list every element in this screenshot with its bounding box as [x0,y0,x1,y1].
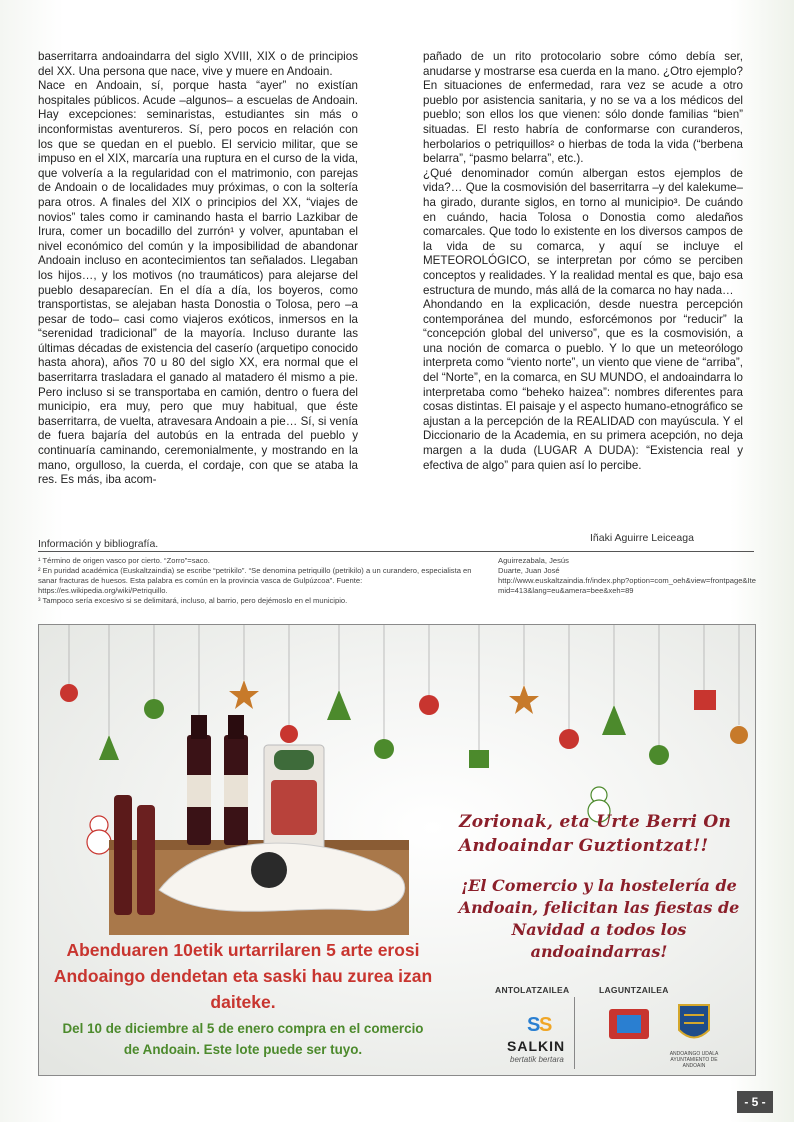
promo-basque: Abenduaren 10etik urtarrilaren 5 arte erosi Andoaingo dendetan eta saski hau zurea izan daiteke. [53,940,433,1012]
gift-icon [469,750,489,768]
bauble-icon [419,695,439,715]
article-column-right [423,50,743,473]
greeting-spanish: ¡El Comercio y la hostelería de Andoain, felicitan las fiestas de Navidad a todos los andoaindarras! [458,876,740,961]
andoain-coat-of-arms [679,1005,709,1038]
bibliography [498,556,756,596]
page-number: - 5 - [737,1091,773,1113]
bauble-icon [649,745,669,765]
chorizo-pack [114,795,132,915]
salkin-logo-icon: S [527,1014,541,1036]
paragraph: ¿Qué denominador común albergan estos ejemplos de vida?… Que la cosmovisión del baserritarra –y del kalekume– ha girado, durante siglos, en torno al municipio³. De cuándo en cuándo, hacia Tolosa o Donostia como aledaños comarcales. Que todo lo existente en los diversos campos de la vida de su comarca, y aquí se incluye el METEOROLÓGICO, se interpretan por cómo se perciben conceptos y realidades. Y la realidad mental es que, bajo esa estructura de mundo, más allá de la comarca no hay nada… [423,166,743,297]
footnote: ³ Tampoco sería excesivo si se delimitará, incluso, al barrio, pero dejémoslo en el municipio. [38,596,348,605]
sponsor-caption: ANDOAINGO UDALA AYUNTAMIENTO DE ANDOAIN [669,1051,719,1069]
article-column-left [38,50,358,488]
gift-icon [694,690,716,710]
tree-icon [602,705,626,735]
organizer-tagline: bertatik bertara [510,1055,564,1064]
organizer-name: SALKIN [507,1038,566,1054]
bauble-icon [559,729,579,749]
paragraph: baserritarra andoaindarra del siglo XVIII, XIX o de principios del XX. Una persona que nace, vive y muere en Andoain. [38,50,358,78]
chorizo-pack [137,805,155,915]
organizer-label: ANTOLATZAILEA [495,985,570,995]
paragraph: pañado de un rito protocolario sobre cómo debía ser, anudarse y mostrarse esa cuerda en la mano. ¿Otro ejemplo? En situaciones de enfermedad, rara vez se acude a otro pueblo por asistencia sanitaria, y no se va a los médicos del pueblo; son ellos los que vienen: sólo donde familias “bien” situadas. El resto habría de conformarse con curanderos, herbolarios o petriquillos² o hierbas de toda la vida (“berbena belarra”, “pasmo belarra”, etc.). [423,50,743,166]
promo-spanish: Del 10 de diciembre al 5 de enero compra en el comercio de Andoain. Este lote puede ser tuyo. [62,1021,424,1057]
bauble-icon [144,699,164,719]
bauble-icon [60,684,78,702]
divider [574,997,575,1069]
ham-seal [251,852,287,888]
greeting-basque: Zorionak, eta Urte Berri On Andoaindar Guztiontzat!! [459,812,732,856]
paragraph: Nace en Andoain, sí, porque hasta “ayer” no existían hospitales públicos. Acude –algunos– a escuelas de Andoain. Hay excepciones: seminaristas, estudiantes sin más o inconformistas aventureros. Sí, pero pocos en relación con los que se quedan en el pueblo. El servicio militar, que se impuso en el XIX, marcaría una ruptura en el curso de la vida, que volvería a la regularidad con el matrimonio, con parejas de Andoain o de localidades muy próximas, o con la soltería para otros. A finales del XIX o principios del XX, “viajes de novios” tales como ir caminando hasta el barrio Lazkibar de Irura, comer un bocadillo del zurrón¹ y volver, apuntaban el nivel económico del común y la imposibilidad de abandonar Andoain incluso en acontecimientos tan señalados. Llegaban los hijos…, y los motivos (no traumáticos) para alejarse del pueblo desaparecían. En el día a día, los boyeros, como transportistas, se alejaban hasta Donostia o Tolosa, pero –a pesar de todo– casi como viajeros exóticos, inmersos en la “serenidad tradicional” de la mayoría. Incluso durante las últimas décadas de existencia del caserío (arquetipo conocido hasta ahora), años 70 u 80 del siglo XX, era normal que el baserritarra trasladara el ganado al matadero él mismo a pie. Pero incluso si se transportaba en camión, dentro o fuera del municipio, era muy, pero que muy habitual, que éste baserritarra, de vuelta, atravesara Andoain a pie… Sí, si venía de fuera bajaría del autobús en la entrada del pueblo y continuaría caminando, ceremonialmente, y mostrando en la mano, orgulloso, la cuerda, el cordaje, con que se ataba la res. Es más, iba acom- [38,79,358,487]
footnote: ¹ Término de origen vasco por cierto. “Zorro”=saco. [38,556,210,565]
bibliography-link[interactable]: http://www.euskaltzaindia.fr/index.php?option=com_oeh&view=frontpage&Itemid=413&lang=eu&amera=bee&xeh=89 [498,576,756,595]
bauble-icon [730,726,748,744]
bauble-icon [374,739,394,759]
paragraph: Ahondando en la explicación, desde nuestra percepción contemporánea del mundo, esforcémonos por “reducir” la “concepción global del universo”, que es la cosmovisión, a una noción de comarca o pueblo. Y lo que un meteorólogo interpreta como “viento norte”, un viento que viene de “arriba”, del “Norte”, en la comarca, en SU MUNDO, el andoaindarra lo interpretaba como “beheko haizea”: nombres diferentes para cosas distintas. El paisaje y el aspecto humano-etnográfico se ajustan a la percepción de la REALIDAD con mayúscula. Y el Diccionario de la Academia, en su primera acepción, no deja margen a la duda (LUGAR A DUDA): “Existencia real y efectiva de algo” para quien así lo percibe. [423,298,743,472]
author-signature: Iñaki Aguirre Leiceaga [590,532,694,544]
svg-text:S: S [539,1014,553,1036]
footnotes [38,556,488,606]
footnote: ² En puridad académica (Euskaltzaindia) se escribe “petrikilo”. “Se denomina petriquillo (petrikilo) a un curandero, especialista en sanar fracturas de huesos. Esta palabra es común en la provincia vasca de Gulpúzcoa”. Fuente: https://es.wikipedia.org/wiki/Petriquillo. [38,566,472,595]
star-icon [229,680,259,709]
bibliography-entry: Aguirrezabala, Jesús [498,556,569,565]
info-heading: Información y bibliografía. [38,538,159,550]
star-icon [509,685,539,714]
tree-icon [99,735,119,760]
tree-icon [327,690,351,720]
bauble-icon [280,725,298,743]
christmas-advertisement [38,624,756,1076]
sponsor-label: LAGUNTZAILEA [599,985,669,995]
divider [38,551,754,552]
bibliography-entry: Duarte, Juan José [498,566,560,575]
